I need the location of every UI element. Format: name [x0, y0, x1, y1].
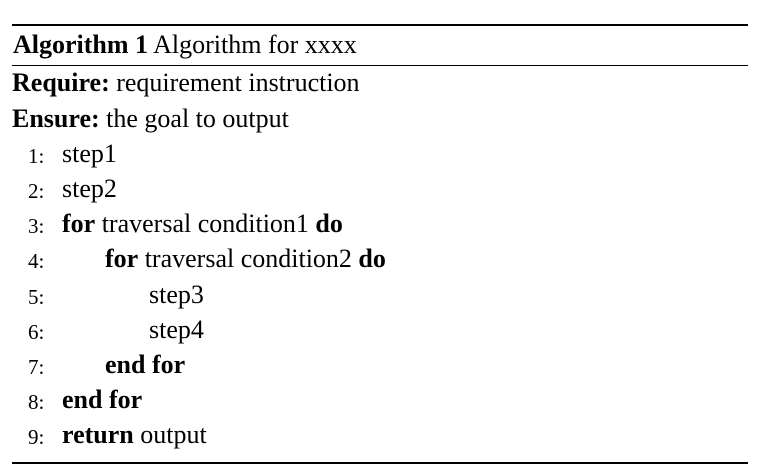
algorithm-title: Algorithm for xxxx [153, 30, 357, 59]
line-number: 1: [28, 144, 45, 168]
ensure-text: the goal to output [106, 104, 289, 133]
step-text: step1 [62, 139, 117, 168]
step-text: step2 [62, 174, 117, 203]
step-line [62, 384, 142, 416]
line-number: 5: [28, 285, 45, 309]
step-line [149, 314, 204, 346]
algorithm-caption [13, 28, 357, 62]
step-text: traversal condition1 [101, 209, 309, 238]
require-line [12, 67, 360, 99]
caption-rule [12, 65, 748, 66]
line-number: 8: [28, 390, 45, 414]
require-text: requirement instruction [116, 68, 360, 97]
top-rule [12, 24, 748, 26]
step-text: traversal condition2 [144, 244, 352, 273]
step-line [62, 138, 117, 170]
return-keyword: return [62, 420, 134, 449]
line-number: 2: [28, 179, 45, 203]
algorithm-block [12, 0, 748, 474]
end-for-keyword: end for [62, 385, 143, 414]
step-line [105, 243, 386, 275]
line-number: 6: [28, 320, 45, 344]
line-number: 9: [28, 425, 45, 449]
ensure-line [12, 103, 289, 135]
algorithm-label: Algorithm 1 [13, 30, 149, 59]
line-number: 4: [28, 249, 45, 273]
for-keyword: for [62, 209, 96, 238]
step-line [105, 349, 185, 381]
step-text: step4 [149, 315, 204, 344]
step-line [62, 173, 117, 205]
line-number: 7: [28, 355, 45, 379]
line-number: 3: [28, 214, 45, 238]
step-line [62, 208, 343, 240]
do-keyword: do [358, 244, 386, 273]
do-keyword: do [315, 209, 343, 238]
step-line [62, 419, 207, 451]
ensure-keyword: Ensure: [12, 104, 100, 133]
bottom-rule [12, 462, 748, 464]
step-text: step3 [149, 280, 204, 309]
end-for-keyword: end for [105, 350, 186, 379]
for-keyword: for [105, 244, 139, 273]
step-line [149, 279, 204, 311]
require-keyword: Require: [12, 68, 110, 97]
step-text: output [140, 420, 207, 449]
